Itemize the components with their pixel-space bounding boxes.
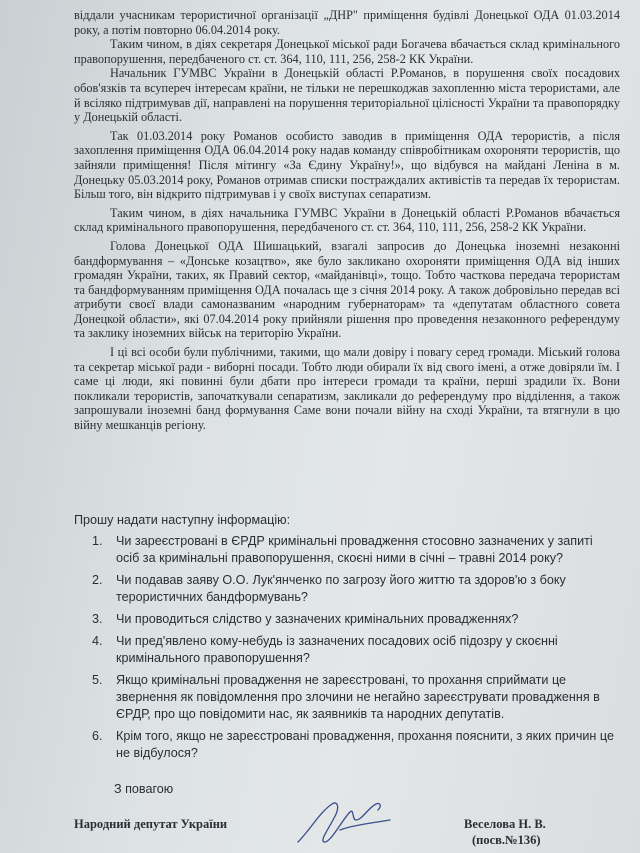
request-item-text: Чи зареєстровані в ЄРДР кримінальні провадження стосовно зазначених у запиті осіб за кримінальні правопорушення, скоєні ними в січні – травні 2014 року? <box>116 534 593 565</box>
paragraph-7: І ці всі особи були публічними, такими, що мали довіру і повагу серед громади. Міський голова та секретар міської ради - виборні посади. Тобто люди обирали їх від свого імені, а отже довіряли їм. І саме ці люди, які повинні були дбати про інтереси громади та країни, перші зрадили їх. Вони покликали терористів, започаткували сепаратизм, закликали до референдуму про відділення, а також запрошували іноземні банд формування Саме вони почали війну на сході України, та втягнули в цю війну мешканців регіону. <box>74 345 620 433</box>
paragraph-1: віддали учасникам терористичної організації „ДНР" приміщення будівлі Донецької ОДА 01.03.2014 року, а потім повторно 06.04.2014 року. <box>74 8 620 37</box>
signer-name: Веселова Н. В. <box>464 817 546 831</box>
request-item <box>74 672 614 723</box>
request-section <box>74 512 614 767</box>
signature-scrawl <box>290 790 400 850</box>
request-item <box>74 572 614 606</box>
paragraph-5: Таким чином, в діях начальника ГУМВС України в Донецькій області Р.Романов вбачається склад кримінального правопорушення, передбаченого ст. ст. 364, 110, 111, 256, 258-2 КК України. <box>74 205 620 235</box>
request-item-text: Чи подавав заяву О.О. Лук'янченко по загрозу його життю та здоров'ю з боку терористичних бандформувань? <box>116 573 566 604</box>
request-item-number: 4. <box>92 634 103 648</box>
paragraph-2: Таким чином, в діях секретаря Донецької міської ради Богачева вбачається склад кримінального правопорушення, передбаченого ст. ст. 364, 110, 111, 256, 258-2 КК України. <box>74 37 620 66</box>
letter-body <box>74 8 620 433</box>
request-item-number: 5. <box>92 673 103 687</box>
paragraph-6: Голова Донецької ОДА Шишацький, взагалі запросив до Донецька іноземні незаконні бандформування – «Донське козацтво», яке було закликано охороняти приміщення ОДА від інших громадян України, таких, як Правий сектор, «майданівці», тощо. Тобто часткова передача терористам та бандформуванням приміщення ОДА почалась ще з січня 2014 року. А також добровільно передав всі атрибути своєї влади самоназваним «народним губернаторам» та «депутатам областного совета Донецкой области», які 07.04.2014 року прийняли рішення про проведення незаконного референдуму та заклику іноземних військ на територію України. <box>74 238 620 341</box>
paragraph-3: Начальник ГУМВС України в Донецькій області Р.Романов, в порушення своїх посадових обов'язків та всупереч інтересам країни, не тільки не перешкоджав захопленню міста терористами, але й всіляко підтримував дії, направлені на порушення територіальної цілісності України та правопорядку у Донецькій області. <box>74 66 620 125</box>
request-intro: Прошу надати наступну інформацію: <box>74 513 291 527</box>
regards-text: З повагою <box>114 782 174 796</box>
request-item <box>74 533 614 567</box>
request-item-text: Якщо кримінальні провадження не зареєстровані, то прохання сприймати це звернення як повідомлення про злочини не негайно зареєструвати провадження в ЄРДР, про що повідомити нас, як заявників та народних депутатів. <box>116 673 600 721</box>
request-item-number: 1. <box>92 534 103 548</box>
request-item <box>74 633 614 667</box>
request-item-number: 2. <box>92 573 103 587</box>
request-list <box>74 533 614 762</box>
request-item <box>74 611 614 628</box>
request-item-text: Крім того, якщо не зареєстровані провадження, прохання пояснити, з яких причин це не відбулося? <box>116 729 614 760</box>
request-item-text: Чи пред'явлено кому-небудь із зазначених посадових осіб підозру у скоєнні кримінального правопорушення? <box>116 634 558 665</box>
request-item <box>74 728 614 762</box>
request-item-number: 3. <box>92 612 103 626</box>
paragraph-4: Так 01.03.2014 року Романов особисто заводив в приміщення ОДА терористів, а після захоплення приміщення ОДА 06.04.2014 року надав команду співробітникам охороняти терористів, що зайняли приміщення! Після мітингу «За Єдину Україну!», що відбувся на майдані Леніна в м. Донецьку 05.03.2014 року, Романов отримав списки постраждалих активістів та передав їх терористам. Більш того, він відкрито підтримував і у своїх виступах сепаратизм. <box>74 128 620 202</box>
signer-certificate: (посв.№136) <box>472 833 541 847</box>
signer-position: Народний депутат України <box>74 817 228 831</box>
request-item-text: Чи проводиться слідство у зазначених кримінальних провадженнях? <box>116 612 519 626</box>
request-item-number: 6. <box>92 729 103 743</box>
